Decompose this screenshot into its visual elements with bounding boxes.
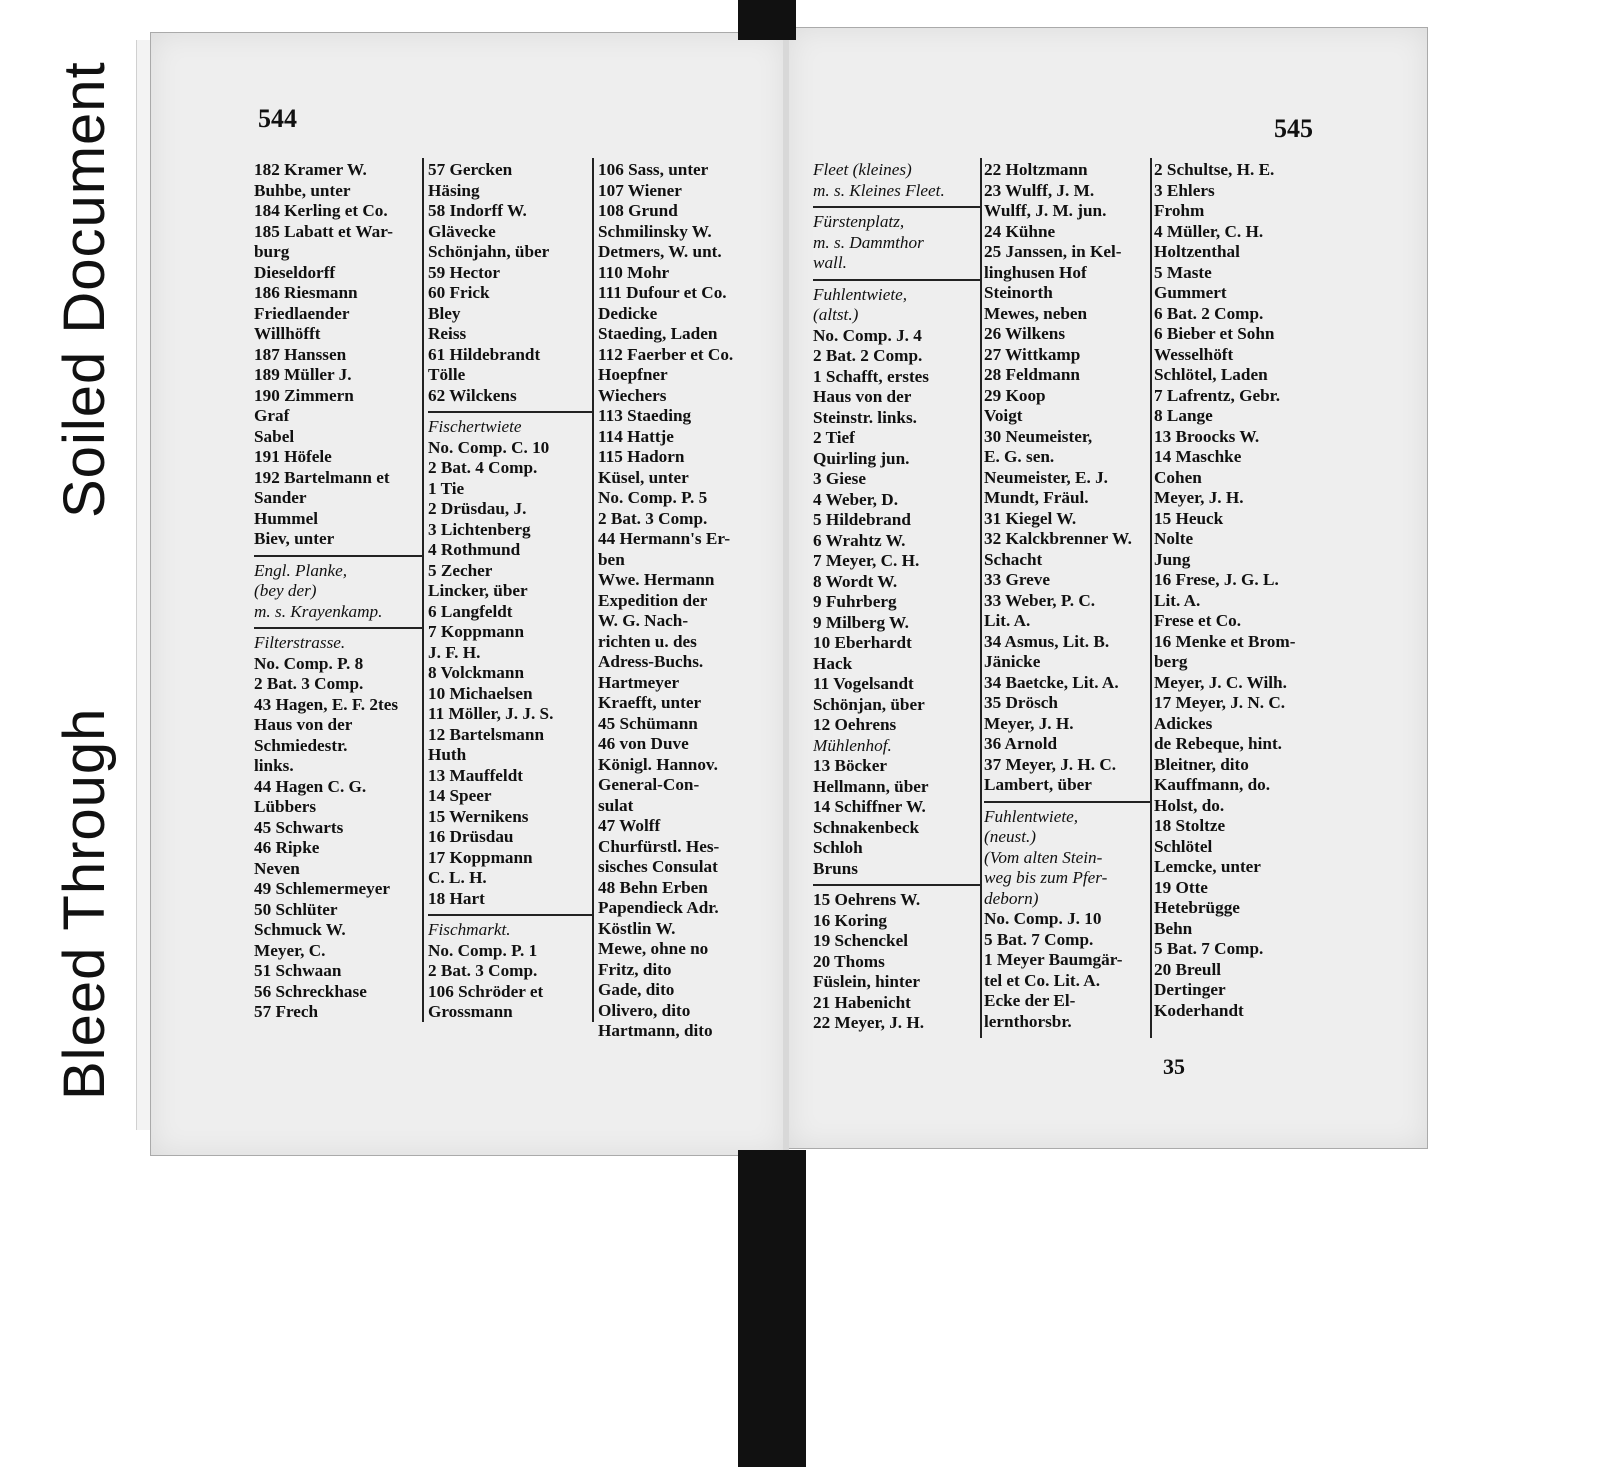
directory-line: Ecke der El- <box>984 991 1076 1010</box>
signature-mark: 35 <box>1163 1054 1185 1079</box>
directory-line: Meyer, C. <box>254 940 326 960</box>
directory-line: 24 Kühne <box>984 221 1056 241</box>
directory-line: Koderhandt <box>1154 1000 1244 1020</box>
directory-line: Mewes, neben <box>984 303 1088 323</box>
directory-line: Hetebrügge <box>1154 898 1240 917</box>
directory-line: Filterstrasse. <box>254 633 346 652</box>
directory-line: 59 Hector <box>428 262 501 282</box>
directory-line: Fuhlentwiete, <box>813 284 908 304</box>
directory-line: 106 Sass, unter <box>598 160 709 179</box>
directory-line: No. Comp. C. 10 <box>428 437 550 457</box>
directory-line: J. F. H. <box>428 642 481 662</box>
directory-line: m. s. Kleines Fleet. <box>813 180 945 200</box>
directory-line: 12 Oehrens <box>813 715 897 734</box>
directory-line: 9 Milberg W. <box>813 612 909 632</box>
directory-line: 13 Broocks W. <box>1154 426 1260 446</box>
directory-line: 15 Wernikens <box>428 806 529 826</box>
directory-line: Dertinger <box>1154 980 1226 999</box>
directory-line: Huth <box>428 745 467 764</box>
directory-line: Dieseldorff <box>254 262 336 282</box>
directory-line: 10 Michaelsen <box>428 683 533 703</box>
directory-line: burg <box>254 242 290 261</box>
directory-line: Bruns <box>813 858 858 878</box>
directory-line: weg bis zum Pfer- <box>984 868 1108 887</box>
directory-line: Bley <box>428 303 461 323</box>
directory-line: Fischertwiete <box>428 417 522 436</box>
directory-line: 187 Hanssen <box>254 344 347 364</box>
directory-line: 14 Maschke <box>1154 447 1242 466</box>
directory-line: 6 Wrahtz W. <box>813 530 906 550</box>
directory-line: Schnakenbeck <box>813 817 920 837</box>
directory-line: No. Comp. P. 1 <box>428 940 538 960</box>
directory-line: 8 Volckmann <box>428 663 524 682</box>
directory-line: 15 Heuck <box>1154 508 1224 528</box>
directory-line: 62 Wilckens <box>428 385 517 405</box>
directory-line: 115 Hadorn <box>598 447 685 466</box>
directory-line: Mundt, Fräul. <box>984 488 1089 507</box>
directory-line: 5 Maste <box>1154 262 1212 282</box>
directory-line: 22 Meyer, J. H. <box>813 1013 925 1032</box>
directory-line: sulat <box>598 795 634 815</box>
directory-line: 185 Labatt et War- <box>254 221 393 241</box>
directory-line: 17 Koppmann <box>428 847 533 867</box>
directory-line: lernthorsbr. <box>984 1011 1072 1031</box>
directory-line: General-Con- <box>598 775 700 794</box>
directory-line: 20 Breull <box>1154 959 1222 979</box>
directory-line: 16 Menke et Brom- <box>1154 631 1296 651</box>
directory-line: 46 Ripke <box>254 838 320 857</box>
directory-line: Holst, do. <box>1154 795 1225 815</box>
bleed-through-tag: Bleed Through <box>52 707 117 1100</box>
directory-line: 16 Drüsdau <box>428 827 514 846</box>
directory-line: Sander <box>254 488 307 507</box>
directory-line: 33 Weber, P. C. <box>984 590 1096 610</box>
directory-line: 18 Stoltze <box>1154 816 1226 835</box>
directory-line: Schacht <box>984 549 1043 569</box>
directory-line: 184 Kerling et Co. <box>254 201 388 220</box>
directory-line: 3 Ehlers <box>1154 180 1215 200</box>
directory-line: 22 Holtzmann <box>984 160 1088 179</box>
directory-column-6 <box>1154 160 1322 1021</box>
directory-line: 6 Bat. 2 Comp. <box>1154 303 1264 323</box>
directory-line: 6 Langfeldt <box>428 601 513 621</box>
directory-line: Schmiedestr. <box>254 735 348 755</box>
directory-line: Cohen <box>1154 467 1202 487</box>
directory-line: 49 Schlemermeyer <box>254 879 391 898</box>
directory-column-1 <box>254 160 422 1023</box>
directory-line: C. L. H. <box>428 868 487 887</box>
directory-line: Wulff, J. M. jun. <box>984 201 1107 220</box>
directory-line: Fischmarkt. <box>428 920 511 939</box>
directory-line: 106 Schröder et <box>428 981 544 1001</box>
directory-line: Dedicke <box>598 303 658 323</box>
directory-line: 8 Wordt W. <box>813 571 898 591</box>
directory-line: 190 Zimmern <box>254 385 354 405</box>
directory-line: 57 Frech <box>254 1002 319 1021</box>
directory-line: 112 Faerber et Co. <box>598 344 734 364</box>
directory-line: 17 Meyer, J. N. C. <box>1154 693 1286 712</box>
directory-line: 32 Kalckbrenner W. <box>984 529 1132 548</box>
directory-line: 58 Indorff W. <box>428 201 527 220</box>
directory-line: 25 Janssen, in Kel- <box>984 242 1122 261</box>
directory-line: Köstlin W. <box>598 918 676 938</box>
directory-line: wall. <box>813 253 847 272</box>
directory-line: Mühlenhof. <box>813 735 892 755</box>
directory-line: Voigt <box>984 406 1023 425</box>
directory-line: Reiss <box>428 324 467 343</box>
directory-line: 16 Frese, J. G. L. <box>1154 570 1279 589</box>
directory-column-2 <box>428 160 594 1023</box>
directory-line: Fritz, dito <box>598 959 672 979</box>
directory-line: 107 Wiener <box>598 180 682 200</box>
directory-line: 46 von Duve <box>598 734 689 753</box>
directory-line: Wiechers <box>598 385 667 405</box>
directory-line: 60 Frick <box>428 283 490 302</box>
directory-line: Haus von der <box>813 387 912 406</box>
directory-line: Graf <box>254 406 290 425</box>
directory-line: m. s. Dammthor <box>813 232 924 252</box>
directory-line: Gummert <box>1154 283 1227 302</box>
directory-line: Hummel <box>254 508 318 528</box>
directory-line: 13 Mauffeldt <box>428 765 523 785</box>
directory-line: Adickes <box>1154 713 1213 733</box>
directory-line: 2 Drüsdau, J. <box>428 499 527 518</box>
directory-line: 7 Meyer, C. H. <box>813 551 920 570</box>
directory-line: Schönjan, über <box>813 694 925 714</box>
directory-line: Churfürstl. Hes- <box>598 836 720 856</box>
directory-line: 56 Schreckhase <box>254 981 367 1001</box>
directory-line: Jung <box>1154 549 1191 569</box>
column-rule <box>592 158 594 1022</box>
directory-line: 10 Eberhardt <box>813 633 912 652</box>
directory-line: 26 Wilkens <box>984 324 1066 343</box>
directory-line: 2 Tief <box>813 428 855 447</box>
spine-bottom <box>738 1150 806 1467</box>
directory-line: 11 Möller, J. J. S. <box>428 704 554 723</box>
directory-line: Expedition der <box>598 590 708 610</box>
directory-line: Olivero, dito <box>598 1000 691 1020</box>
directory-line: berg <box>1154 652 1188 671</box>
directory-line: Neumeister, E. J. <box>984 467 1108 487</box>
directory-line: 5 Bat. 7 Comp. <box>1154 939 1264 958</box>
directory-line: 18 Hart <box>428 888 485 908</box>
section-rule <box>428 914 594 916</box>
directory-line: Kauffmann, do. <box>1154 775 1271 794</box>
directory-line: ben <box>598 549 625 569</box>
directory-line: Engl. Planke, <box>254 560 348 580</box>
directory-line: Sabel <box>254 426 295 446</box>
directory-line: Füslein, hinter <box>813 972 920 991</box>
directory-line: Hoepfner <box>598 365 668 384</box>
directory-line: Hack <box>813 653 853 673</box>
directory-line: 20 Thoms <box>813 951 885 971</box>
directory-line: 33 Greve <box>984 570 1051 589</box>
directory-line: 7 Koppmann <box>428 622 524 641</box>
directory-line: Tölle <box>428 365 466 384</box>
directory-line: 5 Bat. 7 Comp. <box>984 929 1094 949</box>
directory-line: sisches Consulat <box>598 857 718 876</box>
directory-line: 111 Dufour et Co. <box>598 283 727 302</box>
directory-line: 1 Tie <box>428 478 465 498</box>
directory-column-3 <box>598 160 766 1042</box>
directory-line: 2 Bat. 4 Comp. <box>428 458 538 477</box>
directory-line: 23 Wulff, J. M. <box>984 180 1095 200</box>
directory-line: Bleitner, dito <box>1154 754 1249 774</box>
directory-line: 48 Behn Erben <box>598 877 708 897</box>
directory-column-5 <box>984 160 1152 1032</box>
directory-line: (Vom alten Stein- <box>984 847 1103 867</box>
directory-line: Behn <box>1154 918 1193 938</box>
directory-line: 9 Fuhrberg <box>813 592 897 611</box>
directory-line: 5 Hildebrand <box>813 510 911 529</box>
directory-line: 16 Koring <box>813 910 888 930</box>
page-number-left: 544 <box>258 104 297 133</box>
directory-line: Glävecke <box>428 221 496 241</box>
directory-line: Meyer, J. C. Wilh. <box>1154 672 1287 692</box>
directory-line: 1 Meyer Baumgär- <box>984 950 1123 969</box>
directory-line: Lit. A. <box>1154 590 1201 610</box>
column-rule <box>1150 158 1152 1038</box>
directory-line: No. Comp. J. 10 <box>984 909 1102 928</box>
directory-line: 5 Zecher <box>428 560 493 580</box>
directory-line: 28 Feldmann <box>984 365 1080 384</box>
directory-line: Steinorth <box>984 283 1053 302</box>
directory-line: 108 Grund <box>598 201 678 220</box>
directory-line: 14 Schiffner W. <box>813 797 926 816</box>
directory-line: Schmilinsky W. <box>598 221 712 241</box>
directory-line: Willhöfft <box>254 324 321 343</box>
directory-line: Schlötel <box>1154 836 1213 856</box>
directory-line: Frohm <box>1154 201 1205 220</box>
directory-line: Hartmeyer <box>598 672 680 692</box>
directory-line: 34 Asmus, Lit. B. <box>984 631 1110 651</box>
section-rule <box>428 411 594 413</box>
directory-line: 2 Bat. 3 Comp. <box>428 961 538 980</box>
directory-line: 4 Weber, D. <box>813 489 898 509</box>
directory-line: Nolte <box>1154 529 1194 548</box>
directory-line: Haus von der <box>254 715 353 734</box>
directory-line: Kraefft, unter <box>598 693 702 712</box>
directory-line: Wesselhöft <box>1154 344 1234 364</box>
section-rule <box>813 279 981 281</box>
directory-line: 51 Schwaan <box>254 961 342 980</box>
directory-line: Lincker, über <box>428 581 528 600</box>
directory-line: 12 Bartelsmann <box>428 724 545 744</box>
directory-line: 34 Baetcke, Lit. A. <box>984 672 1119 692</box>
directory-line: linghusen Hof <box>984 262 1087 282</box>
directory-line: Fuhlentwiete, <box>984 806 1079 826</box>
directory-line: Hellmann, über <box>813 776 929 796</box>
directory-line: Detmers, W. unt. <box>598 242 722 261</box>
directory-line: Hartmann, dito <box>598 1021 713 1040</box>
directory-line: Fürstenplatz, <box>813 212 905 231</box>
directory-line: Küsel, unter <box>598 467 689 487</box>
directory-line: Grossmann <box>428 1002 513 1021</box>
directory-line: Holtzenthal <box>1154 242 1240 261</box>
section-rule <box>984 801 1152 803</box>
directory-line: 3 Lichtenberg <box>428 519 531 539</box>
directory-line: Schmuck W. <box>254 920 346 939</box>
directory-line: Häsing <box>428 180 480 200</box>
directory-line: No. Comp. P. 8 <box>254 653 364 673</box>
directory-line: (altst.) <box>813 305 859 324</box>
directory-line: (bey der) <box>254 581 317 600</box>
section-rule <box>813 206 981 208</box>
directory-line: 114 Hattje <box>598 426 674 446</box>
directory-line: 44 Hagen C. G. <box>254 776 367 796</box>
directory-line: Quirling jun. <box>813 448 910 468</box>
directory-line: 57 Gercken <box>428 160 513 179</box>
directory-line: 45 Schümann <box>598 713 698 733</box>
spine-top <box>738 0 796 40</box>
directory-line: 13 Böcker <box>813 756 887 775</box>
directory-line: 189 Müller J. <box>254 365 352 384</box>
directory-line: E. G. sen. <box>984 447 1055 466</box>
directory-line: Schlötel, Laden <box>1154 365 1268 384</box>
directory-line: 19 Schenckel <box>813 931 909 950</box>
directory-line: 110 Mohr <box>598 262 670 282</box>
directory-line: No. Comp. P. 5 <box>598 488 708 507</box>
directory-line: Lübbers <box>254 797 317 816</box>
directory-line: 2 Bat. 3 Comp. <box>254 674 364 693</box>
directory-line: 4 Müller, C. H. <box>1154 221 1264 241</box>
section-rule <box>254 627 422 629</box>
directory-column-4 <box>813 160 981 1034</box>
soiled-document-tag: Soiled Document <box>52 61 117 519</box>
section-rule <box>813 884 981 886</box>
directory-line: 21 Habenicht <box>813 992 911 1012</box>
directory-line: Wwe. Hermann <box>598 570 715 589</box>
directory-line: 43 Hagen, E. F. 2tes <box>254 694 399 714</box>
directory-line: No. Comp. J. 4 <box>813 325 922 345</box>
directory-line: 15 Oehrens W. <box>813 890 921 909</box>
directory-line: 50 Schlüter <box>254 899 338 919</box>
directory-line: Papendieck Adr. <box>598 898 719 917</box>
directory-line: 8 Lange <box>1154 406 1213 425</box>
directory-line: 30 Neumeister, <box>984 426 1093 446</box>
directory-line: 2 Schultse, H. E. <box>1154 160 1275 179</box>
directory-line: 36 Arnold <box>984 734 1058 753</box>
directory-line: (neust.) <box>984 827 1037 846</box>
directory-line: Jänicke <box>984 652 1041 671</box>
directory-line: m. s. Krayenkamp. <box>254 601 383 621</box>
directory-line: 45 Schwarts <box>254 817 344 837</box>
column-rule <box>422 158 424 1022</box>
directory-line: Steinstr. links. <box>813 407 917 427</box>
directory-line: 2 Bat. 2 Comp. <box>813 346 923 365</box>
directory-line: 31 Kiegel W. <box>984 508 1077 528</box>
directory-line: 6 Bieber et Sohn <box>1154 324 1275 343</box>
directory-line: 7 Lafrentz, Gebr. <box>1154 385 1281 405</box>
directory-line: 3 Giese <box>813 469 866 488</box>
book-gutter <box>783 40 789 1150</box>
directory-line: Adress-Buchs. <box>598 652 704 671</box>
directory-line: Buhbe, unter <box>254 180 351 200</box>
directory-line: Gade, dito <box>598 980 675 999</box>
directory-line: Schönjahn, über <box>428 242 550 261</box>
directory-line: 4 Rothmund <box>428 540 521 559</box>
directory-line: Meyer, J. H. <box>1154 488 1244 507</box>
directory-line: 47 Wolff <box>598 816 661 835</box>
directory-line: Frese et Co. <box>1154 611 1242 630</box>
column-rule <box>980 158 982 1038</box>
directory-line: 19 Otte <box>1154 877 1208 897</box>
directory-line: 61 Hildebrandt <box>428 344 541 364</box>
directory-line: 44 Hermann's Er- <box>598 529 731 548</box>
directory-line: 192 Bartelmann et <box>254 467 390 487</box>
directory-line: Lemcke, unter <box>1154 857 1261 876</box>
directory-line: 35 Drösch <box>984 693 1058 712</box>
directory-line: 113 Staeding <box>598 406 692 425</box>
directory-line: 182 Kramer W. <box>254 160 367 179</box>
directory-line: links. <box>254 756 294 775</box>
directory-line: 11 Vogelsandt <box>813 674 914 693</box>
directory-line: richten u. des <box>598 631 697 651</box>
directory-line: 191 Höfele <box>254 447 332 466</box>
directory-line: Königl. Hannov. <box>598 754 718 774</box>
section-rule <box>254 555 422 557</box>
directory-line: 1 Schafft, erstes <box>813 366 929 386</box>
directory-line: 27 Wittkamp <box>984 344 1081 364</box>
directory-line: deborn) <box>984 888 1039 908</box>
directory-line: 29 Koop <box>984 385 1046 405</box>
directory-line: Biev, unter <box>254 529 335 548</box>
directory-line: Staeding, Laden <box>598 324 718 343</box>
directory-line: Fleet (kleines) <box>813 160 912 179</box>
directory-line: 186 Riesmann <box>254 283 358 302</box>
directory-line: 2 Bat. 3 Comp. <box>598 508 708 528</box>
directory-line: Lambert, über <box>984 775 1092 794</box>
directory-line: 14 Speer <box>428 786 492 805</box>
directory-line: Neven <box>254 858 300 878</box>
directory-line: Friedlaender <box>254 303 350 323</box>
directory-line: Mewe, ohne no <box>598 939 709 958</box>
page-number-right: 545 <box>1274 114 1313 143</box>
directory-line: de Rebeque, hint. <box>1154 734 1282 753</box>
directory-line: Meyer, J. H. <box>984 713 1074 733</box>
directory-line: tel et Co. Lit. A. <box>984 970 1100 990</box>
directory-line: Schloh <box>813 838 863 857</box>
directory-line: 37 Meyer, J. H. C. <box>984 754 1117 774</box>
directory-line: W. G. Nach- <box>598 611 689 630</box>
directory-line: Lit. A. <box>984 611 1031 630</box>
